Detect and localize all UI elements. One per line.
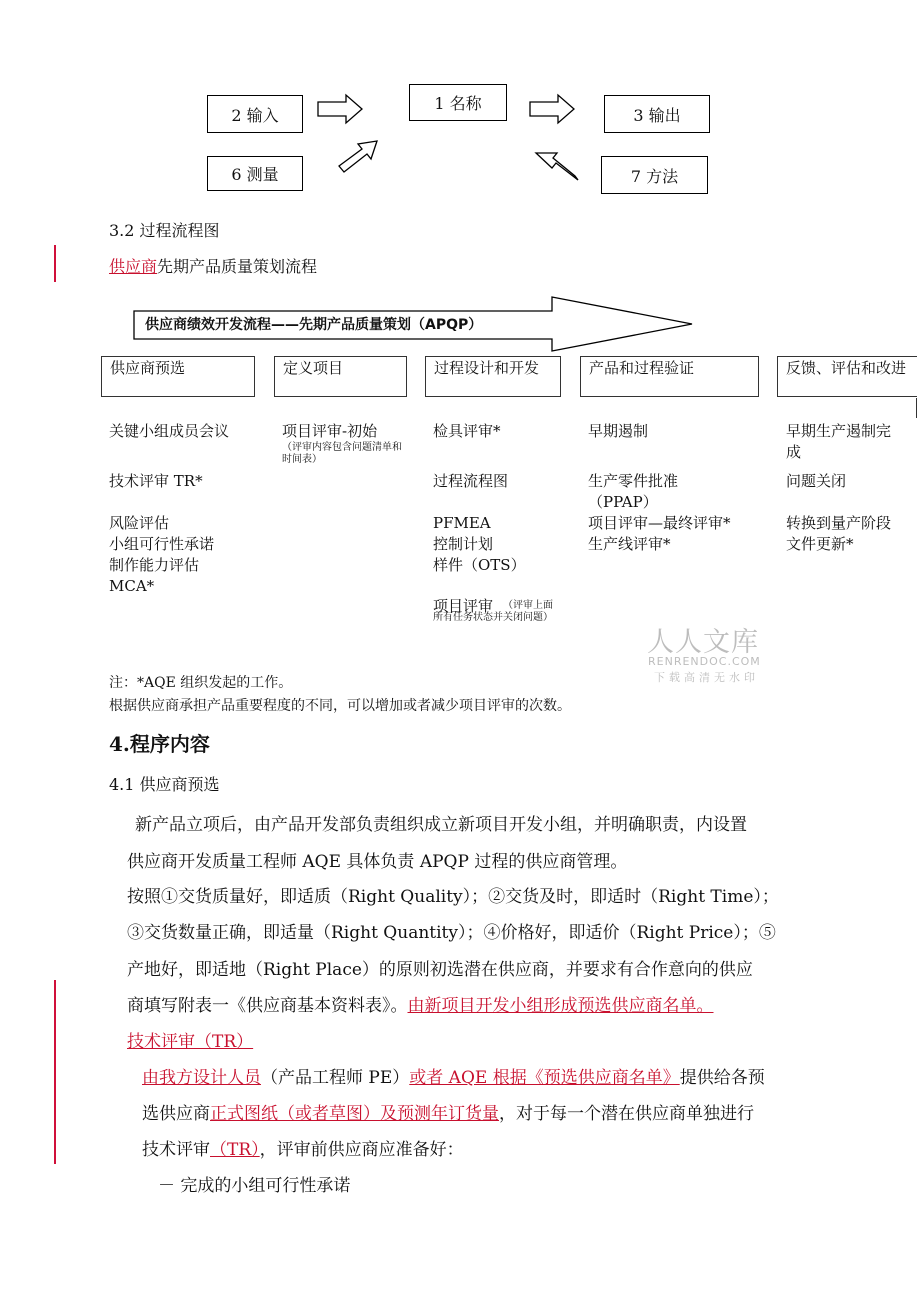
list-item: 早期生产遏制完 — [786, 422, 892, 440]
phase-header: 过程设计和开发 — [425, 356, 561, 397]
watermark-domain: RENRENDOC.COM — [648, 655, 761, 668]
arrow-right-icon — [318, 95, 362, 123]
list-item-note: （评审内容包含问题清单和时间表） — [282, 442, 402, 465]
paragraph-text: 选供应商 — [142, 1104, 210, 1124]
measure-label: 6 测量 — [231, 165, 279, 184]
list-item: 成 — [786, 443, 802, 461]
paragraph-line: 新产品立项后，由产品开发部负责组织成立新项目开发小组，并明确职责，内设置 — [135, 815, 747, 835]
paragraph-line: 产地好，即适地（Right Place）的原则初选潜在供应商，并要求有合作意向的供应 — [127, 960, 753, 980]
paragraph-text: ，评审前供应商应准备好： — [259, 1140, 464, 1160]
note-1: 注：*AQE 组织发起的工作。 — [109, 675, 293, 691]
arrow-right-icon — [530, 95, 574, 123]
list-item: 项目评审 — [433, 597, 494, 615]
arrow-up-right-icon — [339, 141, 377, 172]
paragraph-revision-link[interactable]: 由新项目开发小组形成预选供应商名单。 — [407, 996, 714, 1016]
input-label: 2 输入 — [231, 105, 279, 125]
watermark-title: 人人文库 — [647, 627, 759, 658]
phase-header: 定义项目 — [274, 356, 407, 397]
list-item: 文件更新* — [786, 535, 854, 553]
paragraph-line — [127, 991, 714, 1016]
list-item-note: （评审上面所有任务状态并关闭问题） — [433, 600, 553, 623]
list-item: 关键小组成员会议 — [109, 422, 230, 440]
phase-header: 供应商预选 — [101, 356, 255, 397]
list-item: 技术评审 TR* — [109, 472, 203, 490]
phase-header: 产品和过程验证 — [580, 356, 759, 397]
list-item: 项目评审-初始 — [282, 422, 378, 440]
note-2: 根据供应商承担产品重要程度的不同，可以增加或者减少项目评审的次数。 — [109, 698, 571, 714]
heading-4: 4.程序内容 — [109, 732, 210, 756]
divider — [916, 398, 917, 418]
list-item: 控制计划 — [433, 535, 494, 553]
flow-title — [109, 256, 317, 277]
paragraph-text: 提供给各预 — [679, 1068, 765, 1088]
arrow-up-left-icon — [536, 153, 578, 180]
list-item: MCA* — [109, 577, 155, 595]
paragraph-line: 按照①交货质量好，即适质（Right Quality）；②交货及时，即适时（Right Time）； — [127, 887, 779, 907]
output-label: 3 输出 — [633, 105, 681, 125]
process-arrows — [0, 0, 920, 360]
section-4-1: 4.1 供应商预选 — [109, 775, 220, 794]
list-item: 制作能力评估 — [109, 556, 200, 574]
list-item: 问题关闭 — [786, 472, 847, 490]
list-item: 过程流程图 — [433, 472, 509, 490]
list-item: 检具评审* — [433, 422, 501, 440]
paragraph-line: 供应商开发质量工程师 AQE 具体负责 APQP 过程的供应商管理。 — [127, 852, 628, 872]
revision-text[interactable]: （TR） — [210, 1140, 260, 1160]
list-item: 样件（OTS） — [433, 556, 526, 574]
paragraph-line — [142, 1063, 765, 1088]
list-item: 早期遏制 — [588, 422, 649, 440]
section-3-2: 3.2 过程流程图 — [109, 221, 220, 240]
revision-text[interactable]: 正式图纸（或者草图）及预测年订货量 — [210, 1104, 499, 1124]
paragraph-text: 商填写附表一《供应商基本资料表》。 — [127, 996, 408, 1016]
paragraph-line — [142, 1135, 464, 1160]
bullet-item: － 完成的小组可行性承诺 — [158, 1176, 351, 1196]
revision-bar — [54, 245, 56, 282]
tr-heading[interactable]: 技术评审（TR） — [127, 1032, 254, 1052]
flow-title-rest: 先期产品质量策划流程 — [157, 257, 318, 276]
paragraph-line — [142, 1099, 754, 1124]
phase-header: 反馈、评估和改进 — [777, 356, 917, 397]
list-item: 生产零件批准 — [588, 472, 679, 490]
list-item: PFMEA — [433, 514, 491, 532]
paragraph-text: ，对于每一个潜在供应商单独进行 — [499, 1104, 754, 1124]
list-item: 小组可行性承诺 — [109, 535, 215, 553]
revision-text[interactable]: 由我方设计人员 — [142, 1068, 261, 1088]
paragraph-text: 技术评审 — [142, 1140, 210, 1160]
list-item: 生产线评审* — [588, 535, 671, 553]
list-item: （PPAP） — [588, 493, 658, 511]
name-label: 1 名称 — [434, 94, 482, 113]
apqp-banner-label: 供应商绩效开发流程——先期产品质量策划（APQP） — [145, 317, 483, 333]
paragraph-text: （产品工程师 PE） — [261, 1068, 410, 1088]
revision-text[interactable]: 或者 AQE 根据《预选供应商名单》 — [409, 1068, 680, 1088]
revision-bar — [54, 980, 56, 1164]
list-item: 项目评审—最终评审* — [588, 514, 731, 532]
paragraph-line: ③交货数量正确，即适量（Right Quantity）；④价格好，即适价（Right Price）；⑤ — [127, 923, 776, 943]
list-item: 转换到量产阶段 — [786, 514, 892, 532]
method-label: 7 方法 — [630, 166, 679, 186]
supplier-link[interactable]: 供应商 — [109, 257, 158, 276]
list-item: 风险评估 — [109, 514, 170, 532]
watermark-tagline: 下载高清无水印 — [654, 671, 759, 684]
